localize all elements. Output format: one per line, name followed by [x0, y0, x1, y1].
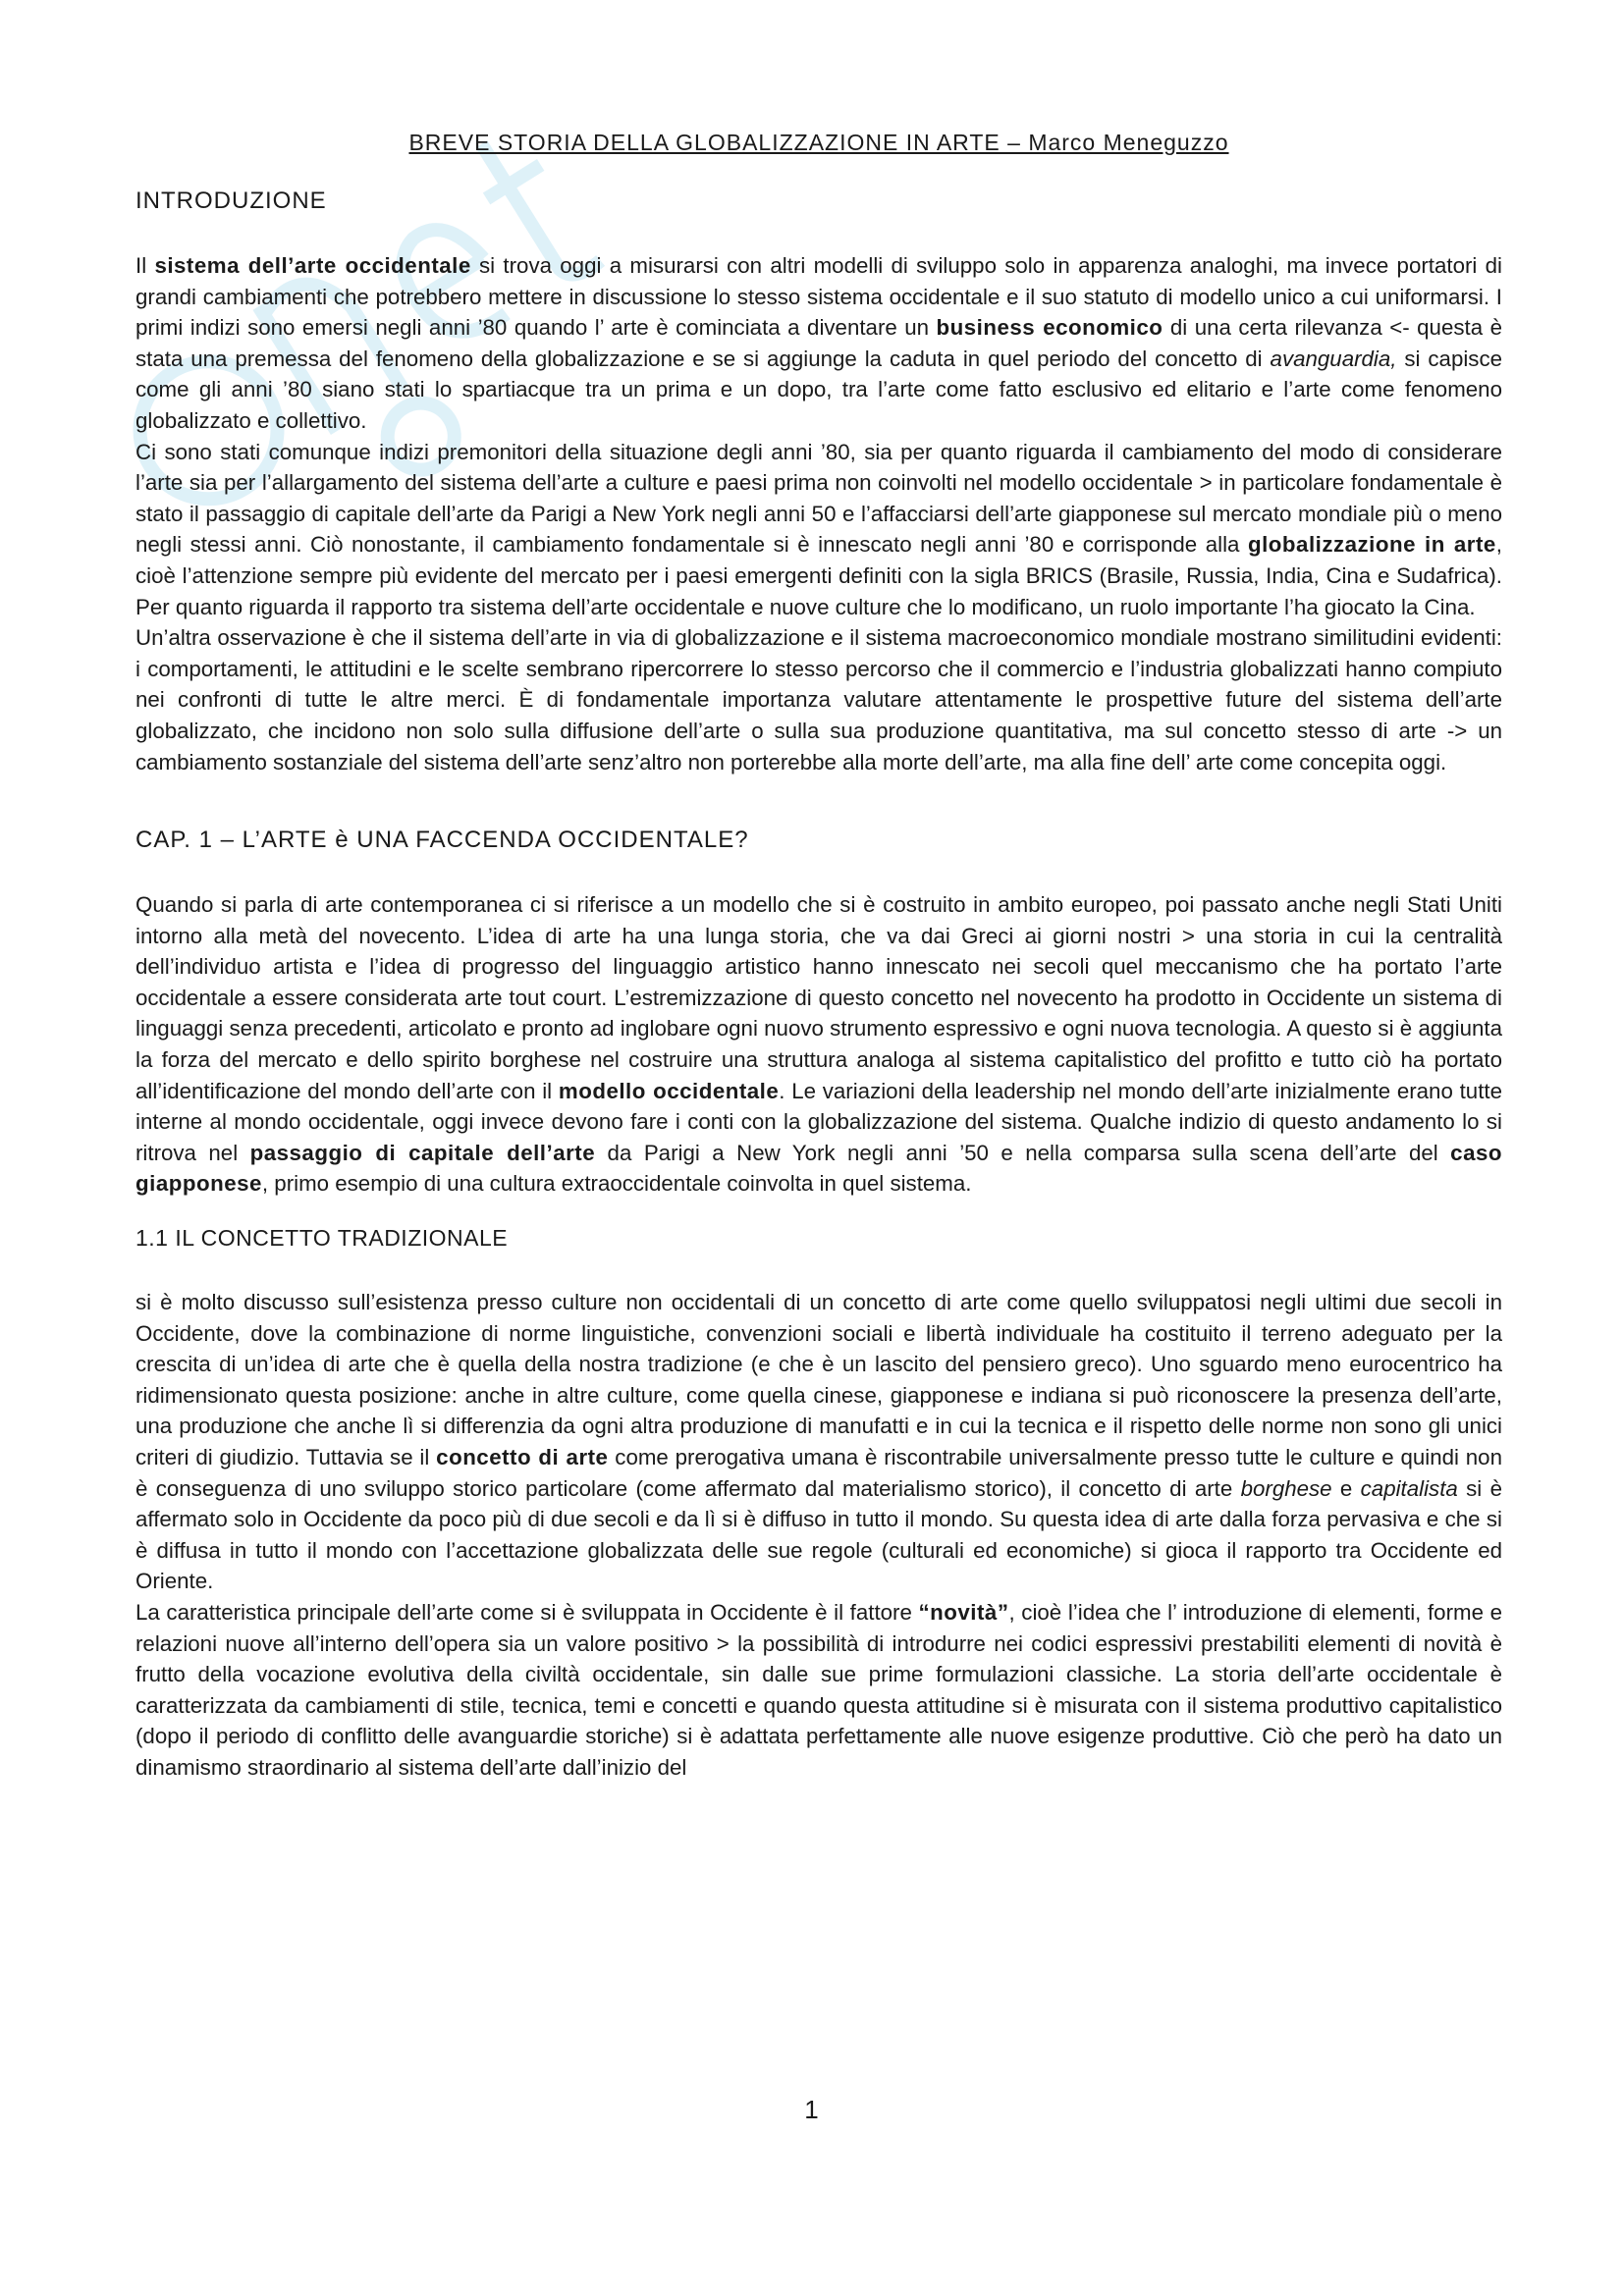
document-title: BREVE STORIA DELLA GLOBALIZZAZIONE IN ARTE – Marco Meneguzzo [408, 130, 1229, 155]
section-1-1-paragraph-1: si è molto discusso sull’esistenza presso culture non occidentali di un concetto di arte come quello sviluppatosi negli ultimi due secoli in Occidente, dove la combinazione di norme linguistiche, convenzioni sociali e libertà individuale ha costituito il terreno adeguato per la crescita di un’idea di arte che è quella della nostra tradizione (e che è un lascito del pensiero greco). Uno sguardo meno eurocentrico ha ridimensionato questa posizione: anche in altre culture, come quella cinese, giapponese e indiana si può riconoscere la presenza dell’arte, una produzione che anche lì si differenzia da ogni altra produzione di manufatti e in cui la tecnica e il rispetto delle norme non sono gli unici criteri di giudizio. Tuttavia se il concetto di arte come prerogativa umana è riscontrabile universalmente presso tutte le culture e quindi non è conseguenza di uno sviluppo storico particolare (come affermato dal materialismo storico), il concetto di arte borghese e capitalista si è affermato solo in Occidente da poco più di due secoli e da lì si è diffuso in tutto il mondo. Su questa idea di arte dalla forza pervasiva e che si è diffusa in tutto il mondo con l’accettazione globalizzata delle sue regole (culturali ed economiche) si gioca il rapporto tra Occidente ed Oriente. [135, 1290, 1502, 1594]
document-page [135, 130, 1502, 1784]
section-1-1-paragraph-2: La caratteristica principale dell’arte come si è sviluppata in Occidente è il fattore “novità”, cioè l’idea che l’ introduzione di elementi, forme e relazioni nuove all’interno dell’opera sia un valore positivo > la possibilità di introdurre nei codici espressivi prestabiliti elementi di novità è frutto della vocazione evolutiva della civiltà occidentale, sin dalle sue prime formulazioni classiche. La storia dell’arte occidentale è caratterizzata da cambiamenti di stile, tecnica, temi e concetti e quando questa attitudine si è misurata con il sistema produttivo capitalistico (dopo il periodo di conflitto delle avanguardie storiche) si è adattata perfettamente alle nuove esigenze produttive. Ciò che però ha dato un dinamismo straordinario al sistema dell’arte dall’inizio del [135, 1599, 1502, 1780]
intro-paragraph-3: Un’altra osservazione è che il sistema dell’arte in via di globalizzazione e il sistema macroeconomico mondiale mostrano similitudini evidenti: i comportamenti, le attitudini e le scelte sembrano ripercorrere lo stesso percorso che il commercio e l’industria globalizzati hanno compiuto nei confronti di tutte le altre merci. È di fondamentale importanza valutare attentamente le prospettive future del sistema dell’arte globalizzato, che incidono non solo sulla diffusione dell’arte o sulla sua produzione quantitativa, ma sul concetto stesso di arte -> un cambiamento sostanziale del sistema dell’arte senz’altro non porterebbe alla morte dell’arte, ma alla fine dell’ arte come concepita oggi. [135, 625, 1502, 774]
chapter-1-paragraph-1: Quando si parla di arte contemporanea ci si riferisce a un modello che si è costruito in ambito europeo, poi passato anche negli Stati Uniti intorno alla metà del novecento. L’idea di arte ha una lunga storia, che va dai Greci ai giorni nostri > una storia in cui la centralità dell’individuo artista e l’idea di progresso del linguaggio artistico hanno innescato nei secoli quel meccanismo che ha portato l’arte occidentale a essere considerata arte tout court. L’estremizzazione di questo concetto nel novecento ha prodotto in Occidente un sistema di linguaggi senza precedenti, articolato e pronto ad inglobare ogni nuovo strumento espressivo e ogni nuova tecnologia. A questo si è aggiunta la forza del mercato e dello spirito borghese nel costruire una struttura analoga al sistema capitalistico del profitto e tutto ciò ha portato all’identificazione del mondo dell’arte con il modello occidentale. Le variazioni della leadership nel mondo dell’arte inizialmente erano tutte interne al mondo occidentale, oggi invece devono fare i conti con la globalizzazione del sistema. Qualche indizio di questo andamento lo si ritrova nel passaggio di capitale dell’arte da Parigi a New York negli anni ’50 e nella comparsa sulla scena dell’arte del caso giapponese, primo esempio di una cultura extraoccidentale coinvolta in quel sistema. [135, 892, 1502, 1197]
page-number: 1 [804, 2095, 819, 2124]
intro-paragraph-2: Ci sono stati comunque indizi premonitori della situazione degli anni ’80, sia per quanto riguarda il cambiamento del modo di considerare l’arte sia per l’allargamento del sistema dell’arte a culture e paesi prima non coinvolti nel modello occidentale > in particolare fondamentale è stato il passaggio di capitale dell’arte da Parigi a New York negli anni 50 e l’affacciarsi dell’arte giapponese sul mercato mondiale più o meno negli stessi anni. Ciò nonostante, il cambiamento fondamentale si è innescato negli anni ’80 e corrisponde alla globalizzazione in arte, cioè l’attenzione sempre più evidente del mercato per i paesi emergenti definiti con la sigla BRICS (Brasile, Russia, India, Cina e Sudafrica). Per quanto riguarda il rapporto tra sistema dell’arte occidentale e nuove culture che lo modificano, un ruolo importante l’ha giocato la Cina. [135, 439, 1502, 619]
chapter-1-heading: CAP. 1 – L’ARTE è UNA FACCENDA OCCIDENTALE? [135, 827, 749, 854]
intro-paragraph-1: Il sistema dell’arte occidentale si trova oggi a misurarsi con altri modelli di sviluppo solo in apparenza analoghi, ma invece portatori di grandi cambiamenti che potrebbero mettere in discussione lo stesso sistema occidentale e il suo statuto di modello unico a cui uniformarsi. I primi indizi sono emersi negli anni ’80 quando l’ arte è cominciata a diventare un business economico di una certa rilevanza <- questa è stata una premessa del fenomeno della globalizzazione e se si aggiunge la caduta in quel periodo del concetto di avanguardia, si capisce come gli anni ’80 siano stati lo spartiacque tra un prima e un dopo, tra l’arte come fatto esclusivo ed elitario e l’arte come fenomeno globalizzato e collettivo. [135, 253, 1502, 433]
intro-heading: INTRODUZIONE [135, 187, 327, 214]
section-1-1-heading: 1.1 IL CONCETTO TRADIZIONALE [135, 1225, 509, 1252]
